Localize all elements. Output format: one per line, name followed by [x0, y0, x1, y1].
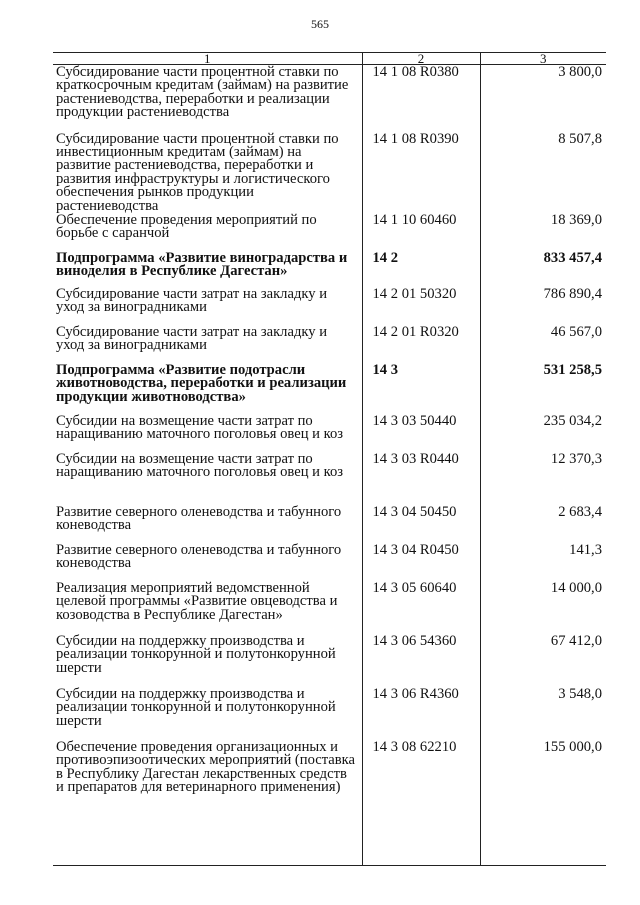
row-name: Субсидии на возмещение части затрат по наращиванию маточного поголовья овец и коз	[56, 412, 344, 443]
row-name: Субсидирование части затрат на закладку и уход за виноградниками	[56, 323, 328, 354]
column-header-3: 3	[480, 53, 606, 65]
spacer-cell	[53, 838, 362, 866]
row-code: 14 1 08 R0390	[362, 132, 480, 213]
row-name: Обеспечение проведения мероприятий по борьбе с саранчой	[56, 211, 317, 242]
row-code: 14 3 04 R0450	[362, 543, 480, 581]
row-name: Развитие северного оленеводства и табунного коневодства	[56, 541, 342, 572]
row-code: 14 3	[362, 363, 480, 414]
row-amount: 67 412,0	[480, 634, 606, 687]
row-amount: 235 034,2	[480, 414, 606, 452]
row-amount: 786 890,4	[480, 287, 606, 325]
row-name: Субсидии на возмещение части затрат по наращиванию маточного поголовья овец и коз	[56, 450, 344, 481]
page-number: 565	[311, 17, 329, 31]
column-header-2: 2	[362, 53, 480, 65]
row-name: Субсидии на поддержку производства и реализации тонкорунной и полутонкорунной шерсти	[56, 685, 336, 729]
row-name: Субсидирование части процентной ставки по инвестиционным кредитам (займам) на развитие растениеводства, переработки и развития инфраструктуры и логистического обеспечения рынков продукции растениеводства	[56, 130, 339, 214]
table-row	[53, 287, 606, 325]
table-row	[53, 687, 606, 740]
row-amount: 141,3	[480, 543, 606, 581]
row-code: 14 3 08 62210	[362, 740, 480, 838]
row-name: Субсидирование части затрат на закладку и уход за виноградниками	[56, 285, 328, 316]
row-code: 14 3 05 60640	[362, 581, 480, 634]
row-code: 14 2	[362, 251, 480, 287]
table-row	[53, 452, 606, 505]
row-amount: 46 567,0	[480, 325, 606, 363]
row-name: Развитие северного оленеводства и табунного коневодства	[56, 503, 342, 534]
row-code: 14 3 04 50450	[362, 505, 480, 543]
row-name: Реализация мероприятий ведомственной целевой программы «Развитие овцеводства и козоводства в Республике Дагестан»	[56, 579, 338, 623]
table-row	[53, 251, 606, 287]
row-code: 14 1 08 R0380	[362, 65, 480, 132]
row-amount: 12 370,3	[480, 452, 606, 505]
row-code: 14 3 06 R4360	[362, 687, 480, 740]
row-code: 14 3 06 54360	[362, 634, 480, 687]
row-amount: 531 258,5	[480, 363, 606, 414]
table-row	[53, 213, 606, 251]
spacer-cell	[362, 838, 480, 866]
row-code: 14 1 10 60460	[362, 213, 480, 251]
row-code: 14 3 03 50440	[362, 414, 480, 452]
table-row	[53, 132, 606, 213]
spacer-cell	[480, 838, 606, 866]
table-row	[53, 581, 606, 634]
table-row	[53, 65, 606, 132]
row-amount: 833 457,4	[480, 251, 606, 287]
row-name: Обеспечение проведения организационных и противоэпизоотических мероприятий (поставка в Республику Дагестан лекарственных средств и препаратов для ветеринарного применения)	[56, 738, 355, 796]
row-name: Подпрограмма «Развитие подотрасли животноводства, переработки и реализации продукции животноводства»	[56, 361, 347, 405]
table-row	[53, 634, 606, 687]
row-amount: 3 548,0	[480, 687, 606, 740]
row-name: Подпрограмма «Развитие виноградарства и виноделия в Республике Дагестан»	[56, 249, 348, 280]
table-header-row	[53, 53, 606, 65]
table-row	[53, 414, 606, 452]
table-row	[53, 505, 606, 543]
row-code: 14 3 03 R0440	[362, 452, 480, 505]
row-name: Субсидии на поддержку производства и реализации тонкорунной и полутонкорунной шерсти	[56, 632, 336, 676]
row-amount: 18 369,0	[480, 213, 606, 251]
row-amount: 2 683,4	[480, 505, 606, 543]
table-bottom-spacer	[53, 838, 606, 866]
table-row	[53, 543, 606, 581]
table-row	[53, 363, 606, 414]
row-amount: 8 507,8	[480, 132, 606, 213]
row-name: Субсидирование части процентной ставки по краткосрочным кредитам (займам) на развитие растениеводства, переработки и реализации продукции растениеводства	[56, 64, 349, 121]
budget-table	[53, 52, 606, 866]
row-amount: 14 000,0	[480, 581, 606, 634]
row-code: 14 2 01 50320	[362, 287, 480, 325]
column-header-1: 1	[53, 53, 362, 65]
table-row	[53, 740, 606, 838]
row-code: 14 2 01 R0320	[362, 325, 480, 363]
row-amount: 155 000,0	[480, 740, 606, 838]
row-amount: 3 800,0	[480, 65, 606, 132]
table-row	[53, 325, 606, 363]
